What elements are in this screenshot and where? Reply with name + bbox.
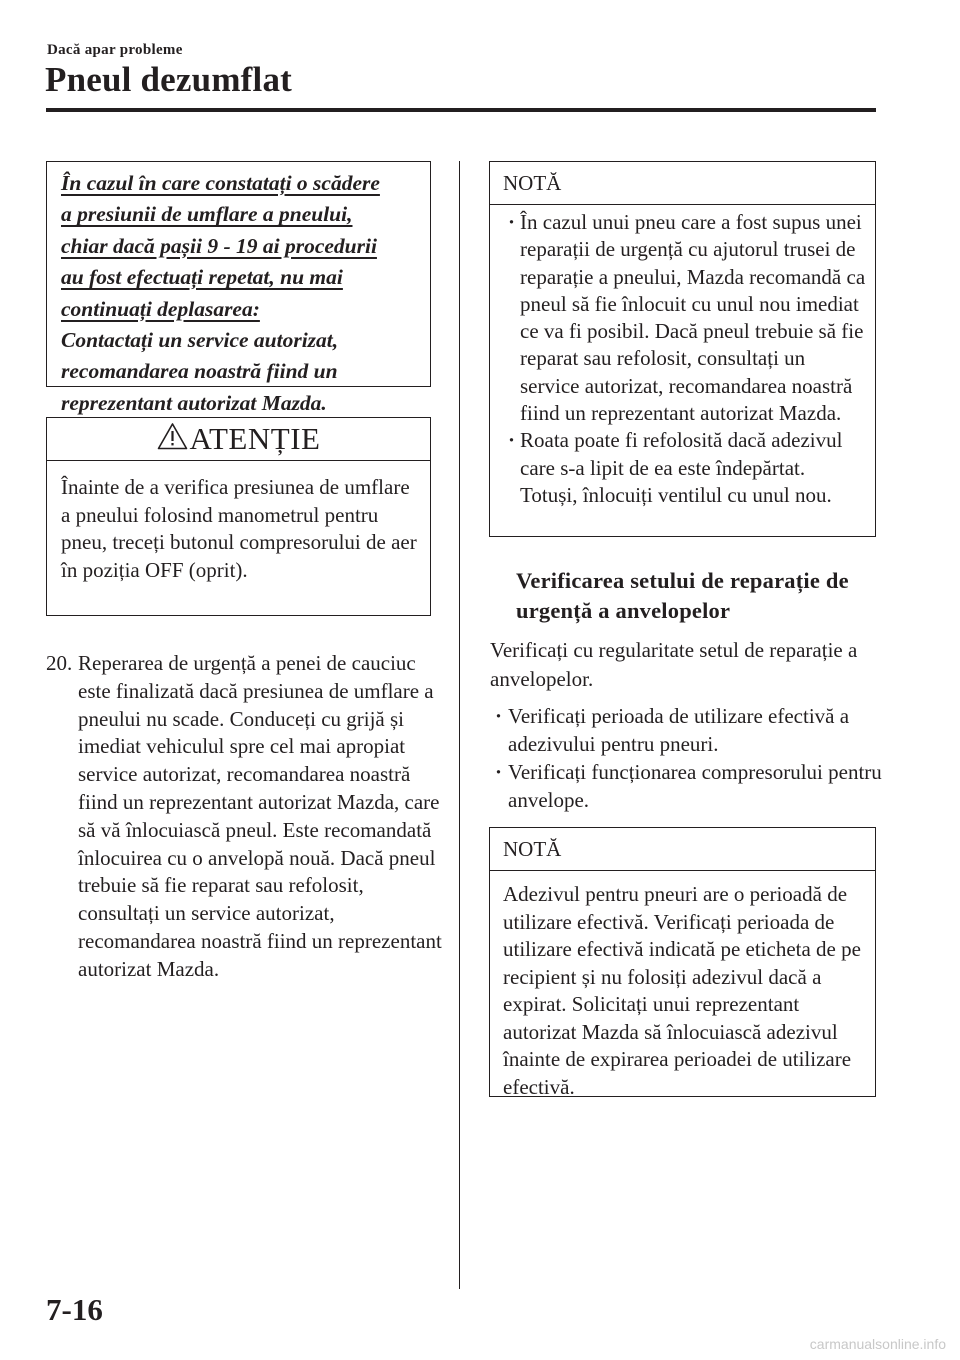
note-body: Adezivul pentru pneuri are o perioadă de utilizare efectivă. Verificați perioada de utilizare efectivă indicată pe eticheta de pe recipient și nu folosiți adezivul dacă a expirat. Solicitați unui reprezentant autorizat Mazda să înlocuiască adezivul înainte de expirarea perioadei de utilizare efectivă. (503, 882, 861, 1099)
warning-line: Contactați un service autorizat, (61, 328, 339, 353)
warning-line: recomandarea noastră fiind un (61, 359, 338, 384)
list-item: · Verificați funcționarea compresorului pentru anvelope. (490, 758, 882, 814)
warning-line: au fost efectuați repetat, nu mai (61, 265, 343, 290)
note-heading: NOTĂ (490, 162, 875, 205)
page-number: 7-16 (46, 1292, 103, 1327)
note-box-1 (489, 161, 876, 537)
footer-watermark: carmanualsonline.info (809, 1336, 946, 1352)
attention-heading: ATENȚIE (189, 421, 321, 456)
warning-triangle-icon (157, 422, 188, 450)
warning-line: chiar dacă pașii 9 - 19 ai procedurii (61, 233, 377, 258)
warning-line: reprezentant autorizat Mazda. (61, 390, 327, 415)
page-title: Pneul dezumflat (45, 60, 293, 99)
warning-line: a presiunii de umflare a pneului, (61, 202, 353, 227)
step-number: 20. (46, 651, 73, 675)
warning-line: continuați deplasarea: (61, 296, 260, 321)
warning-box (46, 161, 431, 415)
title-rule (46, 108, 876, 112)
list-item: · Verificați perioada de utilizare efectivă a adezivului pentru pneuri. (490, 702, 882, 758)
note-heading: NOTĂ (490, 828, 875, 871)
attention-body: Înainte de a verifica presiunea de umflare a pneului folosind manometrul pentru pneu, treceți butonul compresorului de aer în poziția OFF (oprit). (61, 475, 417, 582)
note-body (490, 205, 875, 509)
check-list (490, 702, 882, 814)
intro-paragraph: Verificați cu regularitate setul de reparație a anvelopelor. (490, 638, 858, 691)
section-label: Dacă apar probleme (47, 42, 183, 58)
attention-header (47, 418, 430, 461)
note-bullet: · Roata poate fi refolosită dacă adezivul care s-a lipit de ea este îndepărtat. Totuși, înlocuiți ventilul cu unul nou. (503, 427, 867, 509)
step-20 (46, 650, 446, 984)
note-box-2 (489, 827, 876, 1097)
attention-box (46, 417, 431, 616)
warning-line: În cazul în care constatați o scădere (61, 171, 380, 195)
subsection-heading: Verificarea setului de reparație de urgență a anvelopelor (516, 568, 849, 623)
note-bullet: · În cazul unui pneu care a fost supus unei reparații de urgență cu ajutorul trusei de reparație a pneului, Mazda recomandă ca pneul să fie înlocuit cu unul nou imediat ce va fi posibil. Dacă pneul trebuie să fie reparat sau refolosit, consultați un service autorizat, recomandarea noastră fiind un reprezentant autorizat Mazda. (503, 209, 867, 427)
step-text: Reperarea de urgență a penei de cauciuc este finalizată dacă presiunea de umflare a pneului nu scade. Conduceți cu grijă și imediat vehiculul spre cel mai apropiat service autorizat, recomandarea noastră fiind un reprezentant autorizat Mazda, care să vă înlocuiască pneul. Este recomandată înlocuirea cu o anvelopă nouă. Dacă pneul trebuie să fie reparat sau refolosit, consultați un service autorizat, recomandarea noastră fiind un reprezentant autorizat Mazda. (78, 651, 442, 981)
column-divider (459, 161, 460, 1289)
